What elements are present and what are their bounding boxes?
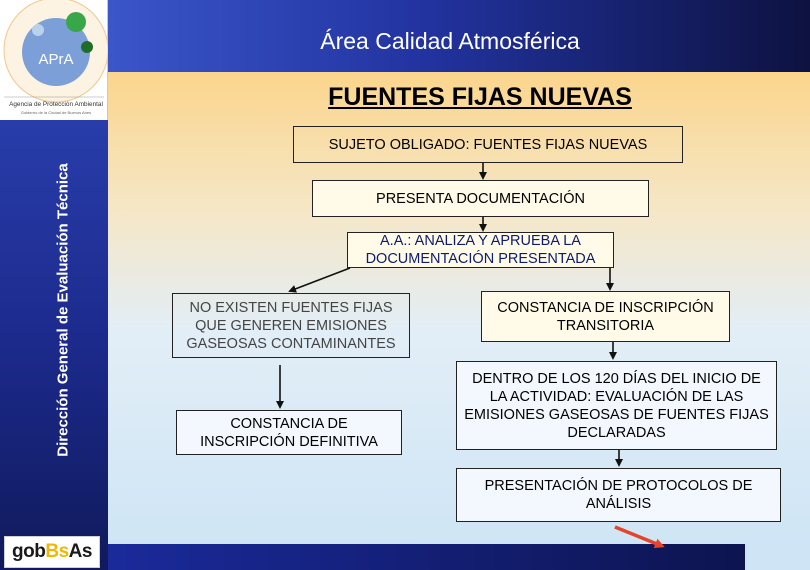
- flow-box-dentro-120-dias: DENTRO DE LOS 120 DÍAS DEL INICIO DE LA ACTIVIDAD: EVALUACIÓN DE LAS EMISIONES GASEOSAS DE FUENTES FIJAS DECLARADAS: [456, 361, 777, 450]
- gob-logo-part1: gob: [12, 541, 46, 562]
- section-subtitle: FUENTES FIJAS NUEVAS: [328, 83, 632, 111]
- gob-logo-part3: As: [68, 541, 92, 562]
- flow-box-no-existen: NO EXISTEN FUENTES FIJAS QUE GENEREN EMISIONES GASEOSAS CONTAMINANTES: [172, 293, 410, 358]
- logo-acronym: APrA: [38, 51, 74, 68]
- logo-org-sub: Gobierno de la Ciudad de Buenos Aires: [20, 110, 92, 115]
- gob-logo-part2: Bs: [45, 541, 69, 562]
- flow-box-analiza-aprueba: A.A.: ANALIZA Y APRUEBA LA DOCUMENTACIÓN PRESENTADA: [347, 232, 614, 268]
- flow-box-constancia-transitoria: CONSTANCIA DE INSCRIPCIÓN TRANSITORIA: [481, 291, 730, 342]
- vertical-department-label: Dirección General de Evaluación Técnica: [54, 163, 72, 457]
- logo-org-name: Agencia de Protección Ambiental: [9, 101, 103, 108]
- flow-box-presenta-documentacion: PRESENTA DOCUMENTACIÓN: [312, 180, 649, 217]
- flow-box-presentacion-protocolos: PRESENTACIÓN DE PROTOCOLOS DE ANÁLISIS: [456, 468, 781, 522]
- flow-box-sujeto-obligado: SUJETO OBLIGADO: FUENTES FIJAS NUEVAS: [293, 126, 683, 163]
- flow-box-constancia-definitiva: CONSTANCIA DE INSCRIPCIÓN DEFINITIVA: [176, 410, 402, 455]
- slide-title: Área Calidad Atmosférica: [320, 28, 580, 54]
- red-next-arrow: [615, 527, 662, 546]
- arrow-analiza-noexisten: [290, 268, 350, 291]
